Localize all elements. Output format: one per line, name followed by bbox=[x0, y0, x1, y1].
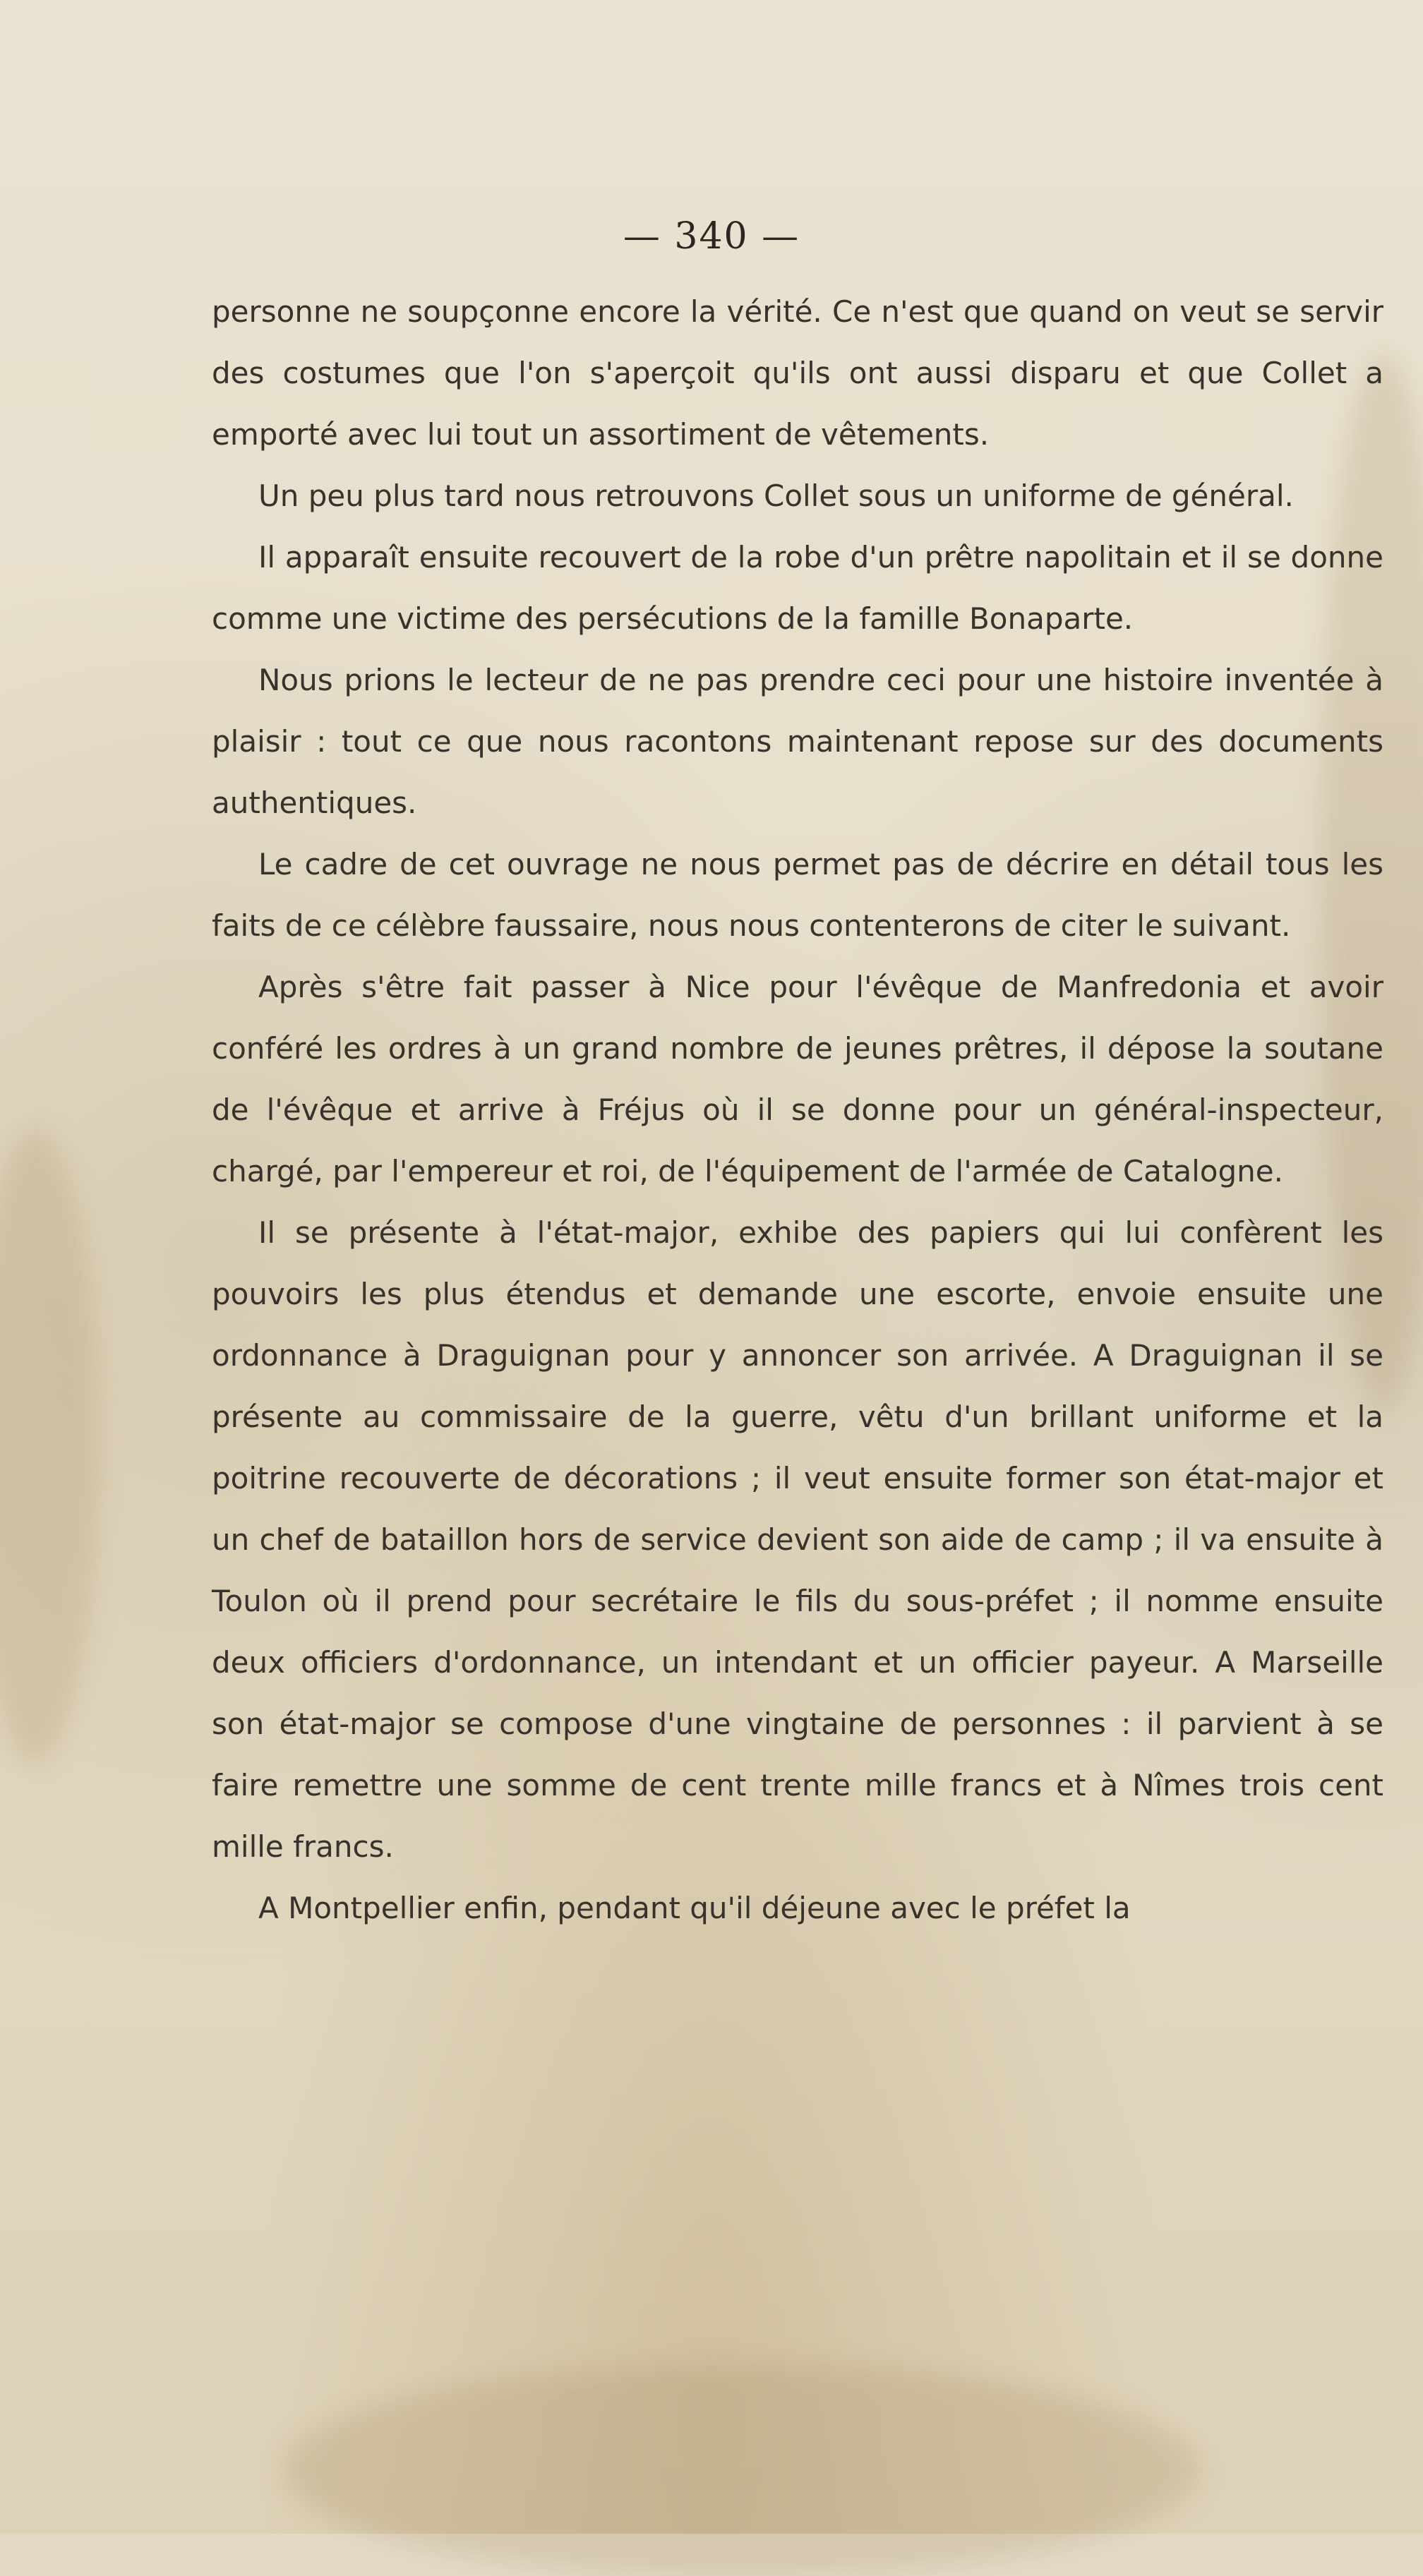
paragraph: A Montpellier enfin, pendant qu'il déjeune avec le préfet la bbox=[258, 1891, 1131, 1925]
paragraph: Après s'être fait passer à Nice pour l'évêque de Manfredonia et avoir conféré les ordres à un grand nombre de jeunes prêtres, il dépose la soutane de l'évêque et arrive à Fréjus où il se donne pour un général-inspecteur, chargé, par l'empereur et roi, de l'équipement de l'armée de Catalogne. bbox=[212, 970, 1383, 1188]
paragraph: Nous prions le lecteur de ne pas prendre ceci pour une histoire inventée à plaisir : tout ce que nous racontons maintenant repose sur des documents authentiques. bbox=[212, 663, 1383, 820]
page-number: — 340 — bbox=[623, 215, 800, 258]
paper-stain bbox=[282, 2364, 1200, 2576]
body-text bbox=[212, 281, 1383, 1939]
paper-stain bbox=[0, 1129, 99, 1764]
paragraph: Il apparaît ensuite recouvert de la robe d'un prêtre napolitain et il se donne comme une victime des persécutions de la famille Bonaparte. bbox=[212, 540, 1383, 636]
paragraph: personne ne soupçonne encore la vérité. Ce n'est que quand on veut se servir des costumes que l'on s'aperçoit qu'ils ont aussi disparu et que Collet a emporté avec lui tout un assortiment de vêtements. bbox=[212, 294, 1383, 452]
paragraph: Un peu plus tard nous retrouvons Collet sous un uniforme de général. bbox=[258, 479, 1294, 513]
paragraph: Il se présente à l'état-major, exhibe des papiers qui lui confèrent les pouvoirs les plus étendus et demande une escorte, envoie ensuite une ordonnance à Draguignan pour y annoncer son arrivée. A Draguignan il se présente au commissaire de la guerre, vêtu d'un brillant uniforme et la poitrine recouverte de décorations ; il veut ensuite former son état-major et un chef de bataillon hors de service devient son aide de camp ; il va ensuite à Toulon où il prend pour secrétaire le fils du sous-préfet ; il nomme ensuite deux officiers d'ordonnance, un intendant et un officier payeur. A Marseille son état-major se compose d'une vingtaine de personnes : il parvient à se faire remettre une somme de cent trente mille francs et à Nîmes trois cent mille francs. bbox=[212, 1215, 1383, 1864]
paragraph: Le cadre de cet ouvrage ne nous permet pas de décrire en détail tous les faits de ce célèbre faussaire, nous nous contenterons de citer le suivant. bbox=[212, 847, 1383, 943]
